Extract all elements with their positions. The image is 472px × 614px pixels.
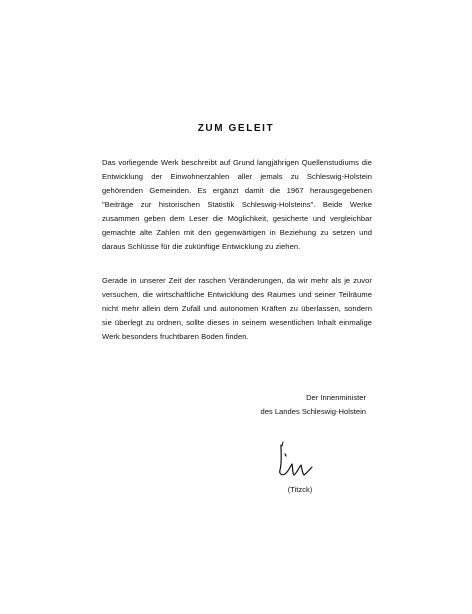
paragraph-1: Das vorliegende Werk beschreibt auf Grund langjährigen Quellenstudiums die Entwicklung der Einwohnerzahlen aller jemals zu Schleswig-Holstein gehörenden Gemeinden. Es ergänzt damit die 1967 herausgegebenen "Beiträge zur historischen Statistik Schleswig-Holsteins". Beide Werke zusammen geben dem Leser die Möglichkeit, gesicherte und vergleichbar gemachte alte Zahlen mit den gegenwärtigen in Beziehung zu setzen und daraus Schlüsse für die zukünftige Entwicklung zu ziehen.: [102, 158, 372, 251]
signature-stroke-tick: [282, 442, 283, 446]
signature-stroke-dot: [285, 454, 286, 456]
page-title: ZUM GELEIT: [197, 123, 275, 134]
handwritten-signature: [270, 437, 320, 483]
signature-stroke-main: [280, 445, 312, 475]
signatory-office: des Landes Schleswig-Holstein: [260, 407, 366, 416]
signatory-block: [242, 391, 366, 419]
signatory-title: Der Innenminister: [306, 393, 366, 402]
signer-name: (Titzck): [287, 485, 313, 494]
paragraph-2: Gerade in unserer Zeit der raschen Veränderungen, da wir mehr als je zuvor versuchen, die wirtschaftliche Entwicklung des Raumes und seiner Teilräume nicht mehr allein dem Zufall und autonomen Kräften zu überlassen, sondern sie überlegt zu ordnen, sollte dieses in seinem wesentlichen Inhalt einmalige Werk besonders fruchtbaren Boden finden.: [102, 276, 372, 341]
